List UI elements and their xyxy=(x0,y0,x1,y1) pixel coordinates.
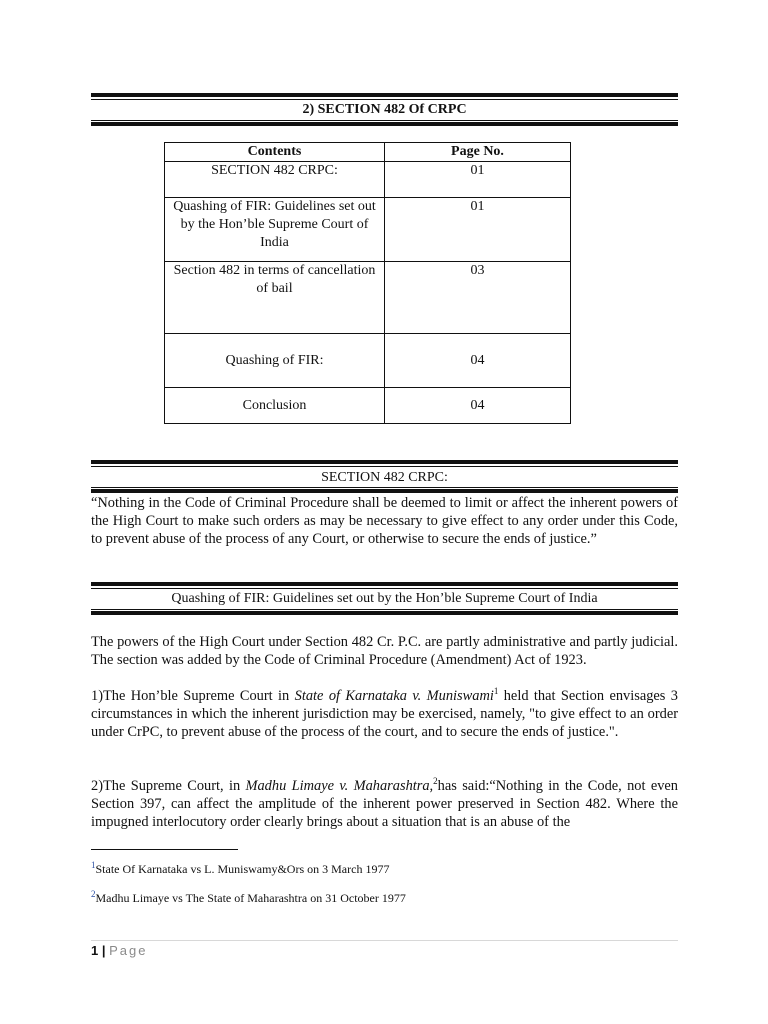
paragraph-case-1-text xyxy=(91,687,678,741)
footer-rule xyxy=(91,940,678,941)
case-1-body: held that Section envisages 3 circumstances in which the inherent jurisdiction may be exercised, namely, "to give effect to an order under CrPC, to prevent abuse of the process of the court, and to secure the ends of justice.". xyxy=(91,688,678,740)
toc-label: Section 482 in terms of cancellation of bail xyxy=(165,262,385,334)
table-row xyxy=(165,334,571,388)
section1-rule-bottom-thin xyxy=(91,487,678,488)
title-rule-bottom-thin xyxy=(91,120,678,121)
table-row xyxy=(165,388,571,424)
section2-rule-bottom-thin xyxy=(91,609,678,610)
toc-label: Quashing of FIR: Guidelines set out by the Hon’ble Supreme Court of India xyxy=(165,198,385,262)
section1-rule-bottom xyxy=(91,489,678,493)
section1-quote xyxy=(91,494,678,548)
section2-rule-top xyxy=(91,582,678,586)
toc-page: 04 xyxy=(385,388,571,424)
footnote-number: 1 xyxy=(91,860,96,870)
paragraph-case-1 xyxy=(91,687,678,741)
toc-page: 01 xyxy=(385,198,571,262)
footnote-text: Madhu Limaye vs The State of Maharashtra on 31 October 1977 xyxy=(95,891,406,905)
footnote-1 xyxy=(91,858,678,877)
toc-label: SECTION 482 CRPC: xyxy=(165,162,385,198)
footnote-text: State Of Karnataka vs L. Muniswamy&Ors on 3 March 1977 xyxy=(95,862,390,876)
footnote-number: 2 xyxy=(91,889,96,899)
title-rule-top xyxy=(91,93,678,97)
paragraph-case-2 xyxy=(91,777,678,831)
case-1-lead: 1)The Hon’ble Supreme Court in xyxy=(91,688,295,704)
section1-heading: SECTION 482 CRPC: xyxy=(321,470,448,485)
section2-rule-top-thin xyxy=(91,588,678,589)
footnote-2 xyxy=(91,887,678,906)
quote-text: “Nothing in the Code of Criminal Procedure shall be deemed to limit or affect the inherent powers of the High Court to make such orders as may be necessary to give effect to any order under this Code, to prevent abuse of the process of any Court, or otherwise to secure the ends of justice.” xyxy=(91,495,678,547)
paragraph-intro-text: The powers of the High Court under Section 482 Cr. P.C. are partly administrative and partly judicial. The section was added by the Code of Criminal Procedure (Amendment) Act of 1923. xyxy=(91,634,678,668)
toc-page: 03 xyxy=(385,262,571,334)
page-footer xyxy=(91,943,148,958)
toc-label: Conclusion xyxy=(165,388,385,424)
title-rule-bottom xyxy=(91,122,678,126)
toc-page: 01 xyxy=(385,162,571,198)
case-2-name: Madhu Limaye v. Maharashtra, xyxy=(245,778,434,794)
page-number: 1 xyxy=(91,943,99,958)
footnote-ref-2[interactable]: 2 xyxy=(433,776,438,787)
section1-rule-top xyxy=(91,460,678,464)
contents-table xyxy=(164,142,571,424)
section2-heading: Quashing of FIR: Guidelines set out by the Hon’ble Supreme Court of India xyxy=(171,591,598,606)
toc-label: Quashing of FIR: xyxy=(165,334,385,388)
section2-rule-bottom xyxy=(91,611,678,615)
paragraph-intro xyxy=(91,633,678,669)
page-label: Page xyxy=(109,943,148,958)
case-1-name: State of Karnataka v. Muniswami xyxy=(294,688,494,704)
toc-page: 04 xyxy=(385,334,571,388)
paragraph-case-2-text xyxy=(91,777,678,831)
table-row xyxy=(165,162,571,198)
table-header-row xyxy=(165,143,571,162)
case-2-body: has said:“Nothing in the Code, not even Section 397, can affect the amplitude of the inherent power preserved in Section 482. Where the impugned interlocutory order clearly brings about a situation that is an abuse of the xyxy=(91,778,679,830)
page-separator: | xyxy=(101,943,106,958)
page-no-header: Page No. xyxy=(385,143,571,162)
section1-rule-top-thin xyxy=(91,466,678,467)
case-2-lead: 2)The Supreme Court, in xyxy=(91,778,246,794)
footnote-separator xyxy=(91,849,238,850)
document-title: 2) SECTION 482 Of CRPC xyxy=(302,102,467,117)
contents-header: Contents xyxy=(165,143,385,162)
table-row xyxy=(165,262,571,334)
footnote-ref-1[interactable]: 1 xyxy=(493,686,499,697)
title-rule-top-thin xyxy=(91,99,678,100)
table-row xyxy=(165,198,571,262)
